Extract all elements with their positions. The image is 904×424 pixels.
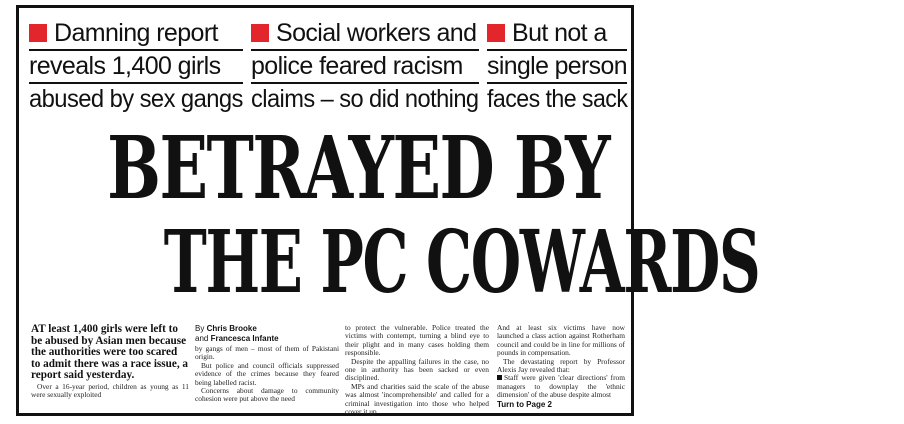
headline-line-1: BETRAYED BY	[107, 118, 610, 219]
article-paragraph: MPs and charities said the scale of the abuse was almost 'incomprehensible' and called for a criminal investigation into those who helped cover it up.	[345, 381, 489, 417]
article-lede: AT least 1,400 girls were left to be abused by Asian men because the authorities were too scared to admit there was a race issue, a report said yesterday.	[31, 323, 189, 382]
strap-line: Social workers and	[251, 18, 479, 51]
strap-report	[29, 18, 243, 115]
article-paragraph: Over a 16-year period, children as young as 11 were sexually exploited	[31, 381, 189, 400]
article-column-3	[345, 324, 489, 416]
strap-line: Damning report	[29, 18, 243, 51]
strap-line: police feared racism	[251, 51, 479, 84]
strap-line: But not a	[487, 18, 627, 51]
article-bullet-paragraph: Staff were given 'clear directions' from managers to downplay the 'ethnic dimension' of the abuse despite almost	[497, 373, 625, 400]
square-bullet-icon	[497, 375, 502, 380]
red-square-bullet	[251, 24, 269, 42]
red-square-bullet	[29, 24, 47, 42]
article-column-4	[497, 324, 625, 409]
article-paragraph: Despite the appalling failures in the case, no one in authority has been sacked or even disciplined.	[345, 356, 489, 383]
red-square-bullet	[487, 24, 505, 42]
article-column-1	[31, 324, 189, 400]
headline-line-2: THE PC COWARDS	[163, 212, 760, 313]
article-paragraph: But police and council officials suppressed evidence of the crimes because they feared being labelled racist.	[195, 360, 339, 387]
turn-to-page-link[interactable]: Turn to Page 2	[497, 399, 552, 409]
byline-author-2: Francesca Infante	[210, 333, 279, 343]
strap-line: single person	[487, 51, 627, 84]
article-paragraph: And at least six victims have now launched a class action against Rotherham council and could be in line for millions of pounds in compensation.	[497, 323, 625, 358]
strap-not-sacked	[487, 18, 627, 115]
article-paragraph: Concerns about damage to community cohesion were put above the need	[195, 386, 339, 404]
newspaper-front-page	[16, 5, 760, 417]
byline-author-1: Chris Brooke	[206, 324, 257, 333]
strap-line: claims – so did nothing	[251, 85, 479, 113]
strap-line: reveals 1,400 girls	[29, 51, 243, 84]
strap-social-workers	[251, 18, 479, 115]
article-column-2	[195, 324, 339, 404]
article-paragraph: The devastating report by Professor Alexis Jay revealed that:	[497, 356, 625, 375]
strap-line: abused by sex gangs	[29, 85, 243, 113]
article-paragraph: to protect the vulnerable. Police treated the victims with contempt, turning a blind eye to their plight and in many cases holding them responsible.	[345, 323, 489, 358]
strap-line: faces the sack	[487, 85, 628, 113]
byline: By Chris Brooke and Francesca Infante	[195, 324, 279, 343]
article-paragraph: by gangs of men – most of them of Pakistani origin.	[195, 344, 339, 362]
